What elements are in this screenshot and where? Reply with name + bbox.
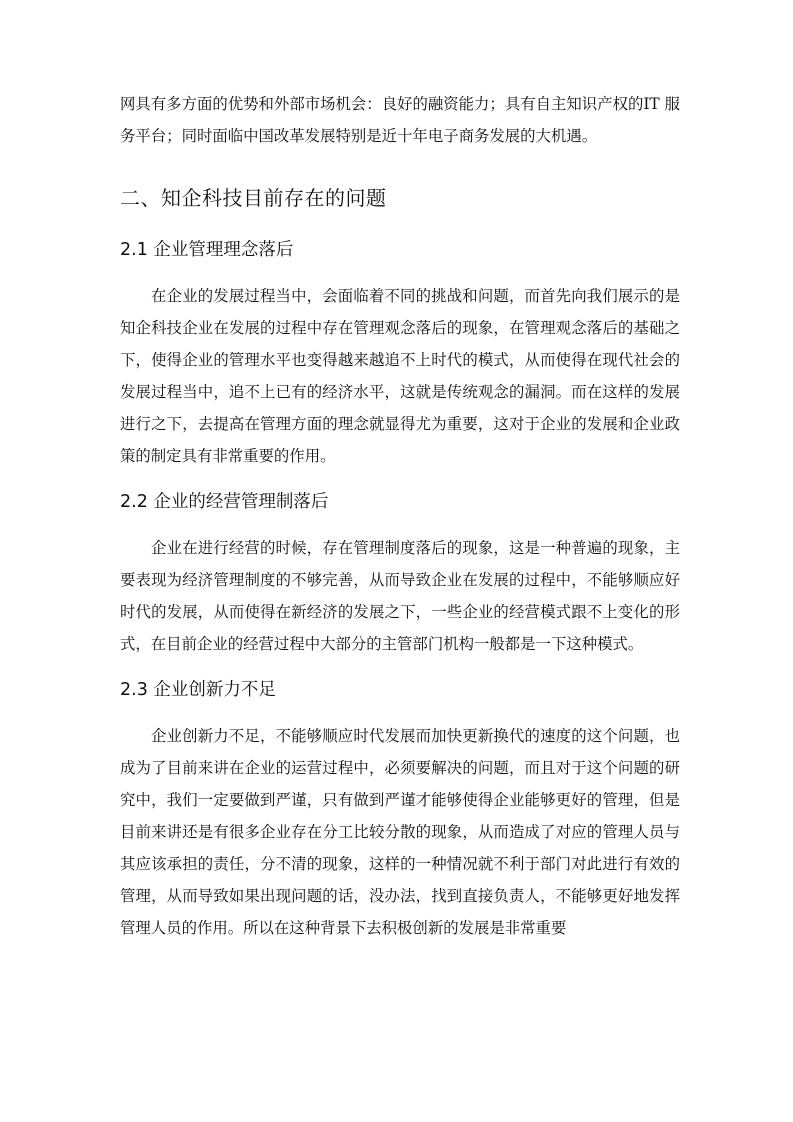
section-heading: 二、知企科技目前存在的问题	[120, 186, 387, 210]
subsection-heading-2-1: 2.1 企业管理理念落后	[120, 240, 294, 260]
subsection-body-2-3: 企业创新力不足，不能够顺应时代发展而加快更新换代的速度的这个问题，也成为了目前来讲在企业的运营过程中，必须要解决的问题，而且对于这个问题的研究中，我们一定要做到严谨，只有做到严谨才能够使得企业能够更好的管理，但是目前来讲还是有很多企业存在分工比较分散的现象，从而造成了对应的管理人员与其应该承担的责任，分不清的现象，这样的一种情况就不利于部门对此进行有效的管理，从而导致如果出现问题的话，没办法，找到直接负责人，不能够更好地发挥管理人员的作用。所以在这种背景下去积极创新的发展是非常重要	[120, 727, 680, 937]
document-content	[120, 88, 680, 944]
subsection-heading-2-3: 2.3 企业创新力不足	[120, 680, 276, 700]
subsection-heading-2-2: 2.2 企业的经营管理制落后	[120, 492, 329, 512]
subsection-body-2-1: 在企业的发展过程当中，会面临着不同的挑战和问题，而首先向我们展示的是知企科技企业在发展的过程中存在管理观念落后的现象，在管理观念落后的基础之下，使得企业的管理水平也变得越来越追不上时代的模式，从而使得在现代社会的发展过程当中，追不上已有的经济水平，这就是传统观念的漏洞。而在这样的发展进行之下，去提高在管理方面的理念就显得尤为重要，这对于企业的发展和企业政策的制定具有非常重要的作用。	[120, 287, 680, 465]
subsection-body-2-2: 企业在进行经营的时候，存在管理制度落后的现象，这是一种普遍的现象，主要表现为经济管理制度的不够完善，从而导致企业在发展的过程中，不能够顺应好时代的发展，从而使得在新经济的发展之下，一些企业的经营模式跟不上变化的形式，在目前企业的经营过程中大部分的主管部门机构一般都是一下这种模式。	[120, 539, 680, 653]
intro-paragraph: 网具有多方面的优势和外部市场机会：良好的融资能力；具有自主知识产权的IT 服务平台；同时面临中国改革发展特别是近十年电子商务发展的大机遇。	[120, 95, 680, 145]
